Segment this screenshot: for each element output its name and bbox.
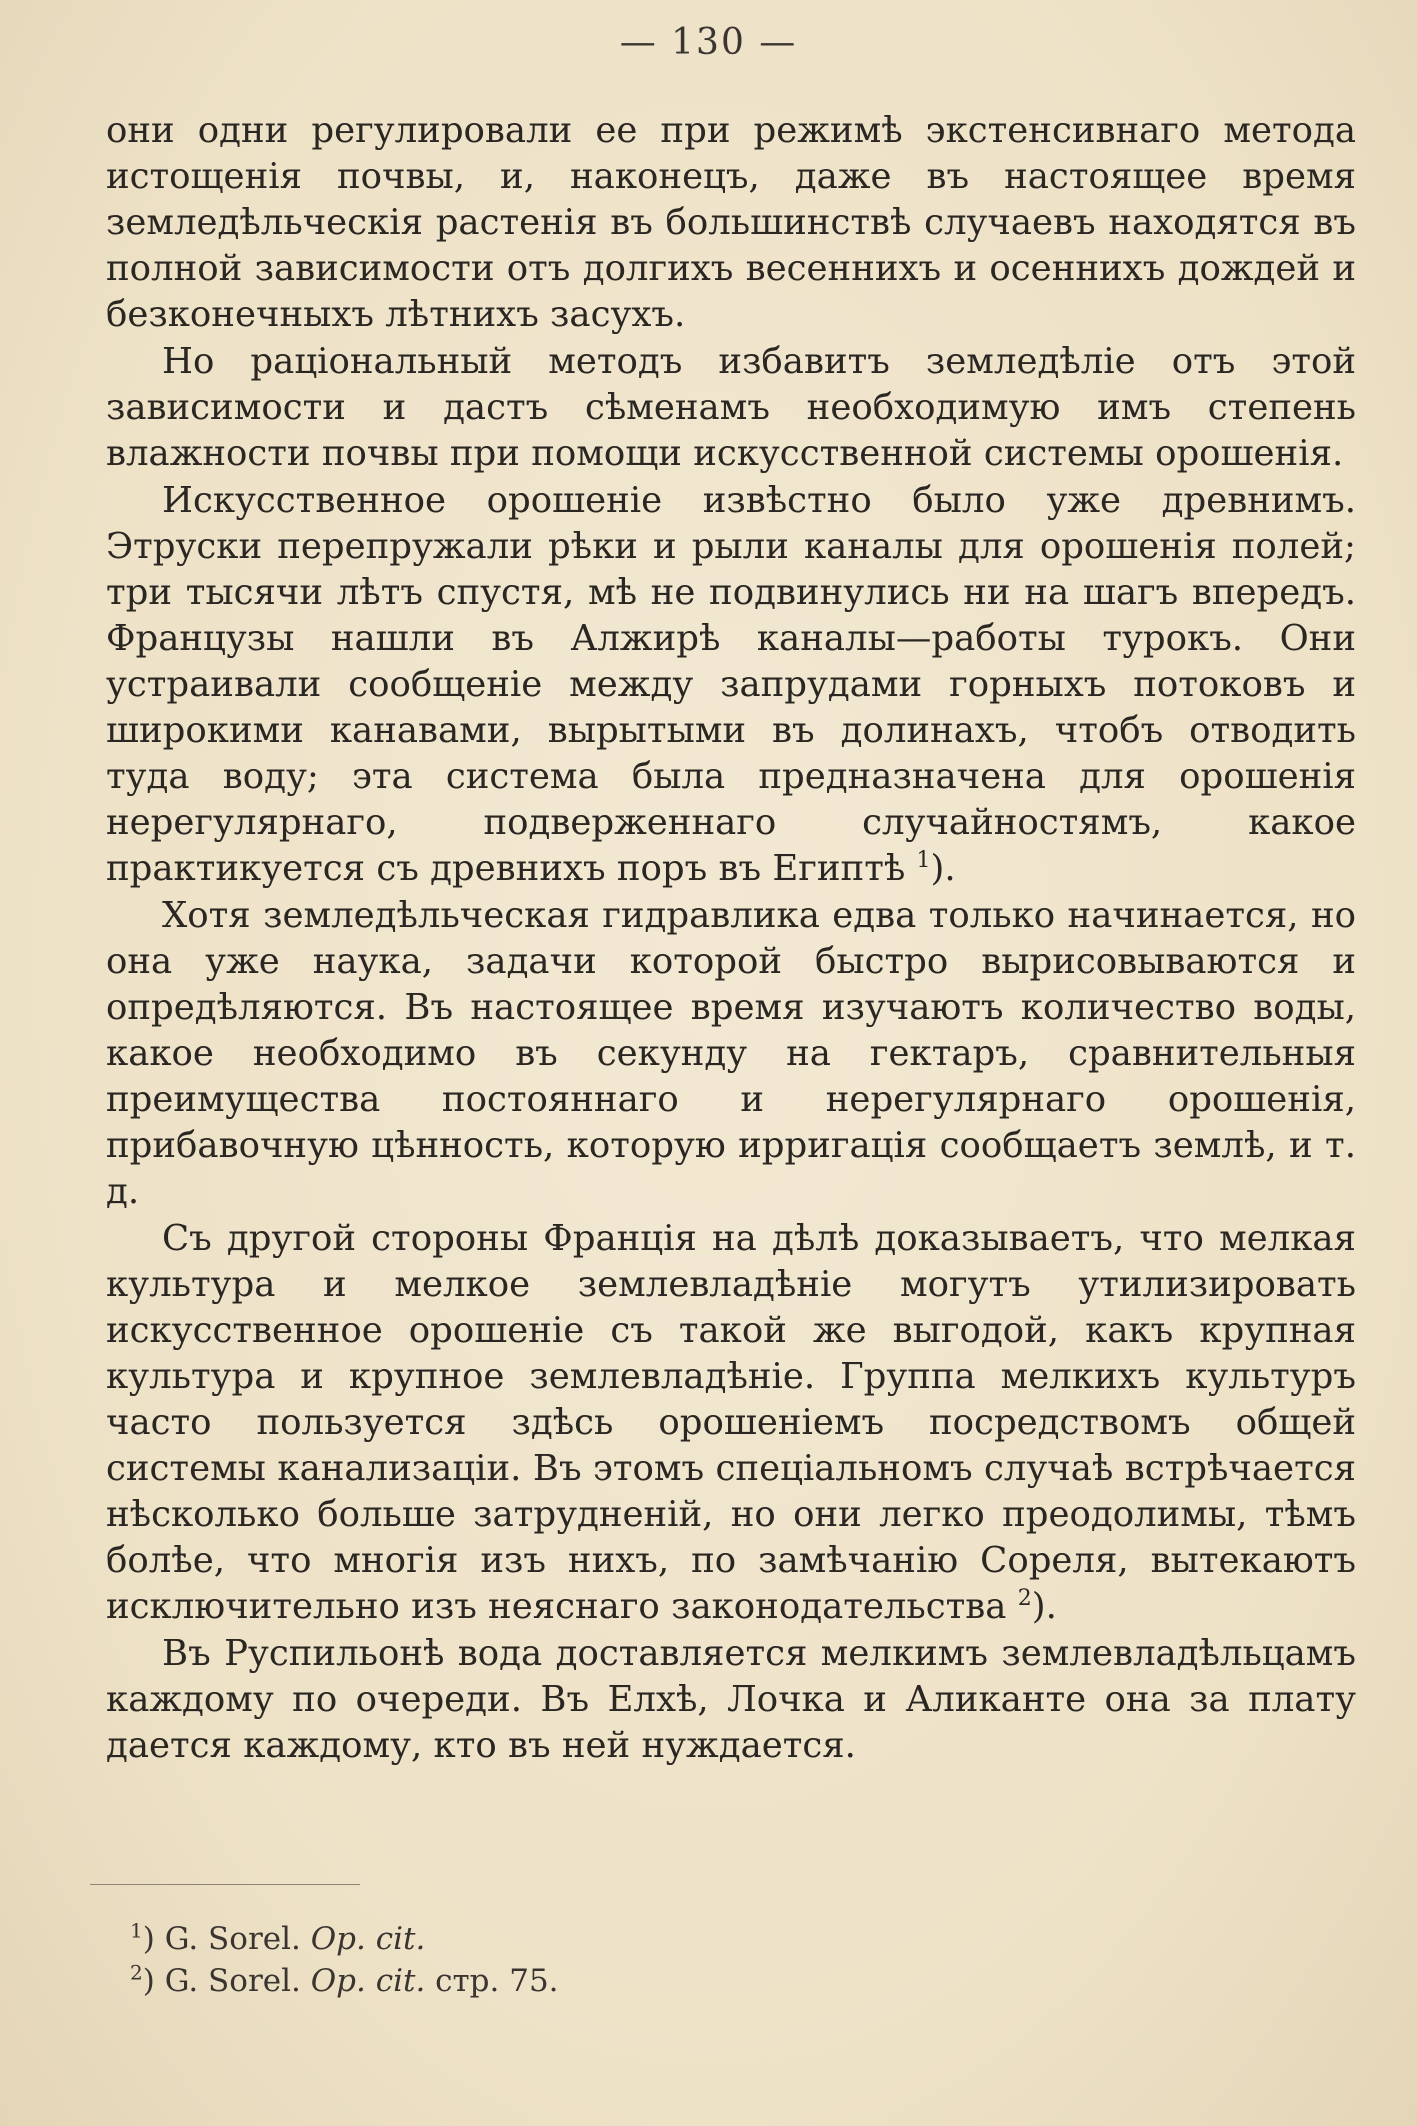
body-text xyxy=(106,108,1356,1770)
footnote-ref-2: 2 xyxy=(1017,1586,1032,1612)
footnote-divider xyxy=(90,1884,360,1885)
paragraph-1: они одни регулировали ее при режимѣ экстенсивнаго метода истощенія почвы, и, наконецъ, даже въ настоящее время земледѣльческія растенія въ большинствѣ случаевъ находятся въ полной зависимости отъ долгихъ весеннихъ и осеннихъ дождей и безконечныхъ лѣтнихъ засухъ. xyxy=(106,110,1356,335)
paragraph-2: Но раціональный методъ избавитъ земледѣліе отъ этой зависимости и дастъ сѣменамъ необходимую имъ степень влажности почвы при помощи искусственной системы орошенія. xyxy=(106,341,1356,474)
footnote-1: $^1$) G. Sorel. Op. cit. xyxy=(130,1918,426,1957)
paragraph-4: Хотя земледѣльческая гидравлика едва только начинается, но она уже наука, задачи которой быстро вырисовываются и опредѣляются. Въ настоящее время изучаютъ количество воды, какое необходимо въ секунду на гектаръ, сравнительныя преимущества постояннаго и нерегулярнаго орошенія, прибавочную цѣнность, которую ирригація сообщаетъ землѣ, и т. д. xyxy=(106,895,1356,1212)
paragraph-3: Искусственное орошеніе извѣстно было уже древнимъ. Этруски перепружали рѣки и рыли каналы для орошенія полей; три тысячи лѣтъ спустя, мѣ не подвинулись ни на шагъ впередъ. Французы нашли въ Алжирѣ каналы—работы турокъ. Они устраивали сообщеніе между запрудами горныхъ потоковъ и широкими канавами, вырытыми въ долинахъ, чтобъ отводить туда воду; эта система была предназначена для орошенія нерегулярнаго, подверженнаго случайностямъ, какое практикуется съ древнихъ поръ въ Египтѣ $^1$). xyxy=(106,480,1356,889)
footnote-ref-1: 1 xyxy=(916,848,931,874)
footnote-2: $^2$) G. Sorel. Op. cit. стр. 75. xyxy=(130,1960,559,1999)
paragraph-6: Въ Руспильонѣ вода доставляется мелкимъ землевладѣльцамъ каждому по очереди. Въ Елхѣ, Лочка и Аликанте она за плату дается каждому, кто въ ней нуждается. xyxy=(106,1633,1356,1766)
paragraph-5: Съ другой стороны Франція на дѣлѣ доказываетъ, что мелкая культура и мелкое землевладѣніе могутъ утилизировать искусственное орошеніе съ такой же выгодой, какъ крупная культура и крупное землевладѣніе. Группа мелкихъ культуръ часто пользуется здѣсь орошеніемъ посредствомъ общей системы канализаціи. Въ этомъ спеціальномъ случаѣ встрѣчается нѣсколько больше затрудненій, но они легко преодолимы, тѣмъ болѣе, что многія изъ нихъ, по замѣчанію Сореля, вытекаютъ исключительно изъ неяснаго законодательства $^2$). xyxy=(106,1218,1356,1627)
footnotes xyxy=(130,1918,1030,2002)
page-number: — 130 — xyxy=(619,22,798,63)
